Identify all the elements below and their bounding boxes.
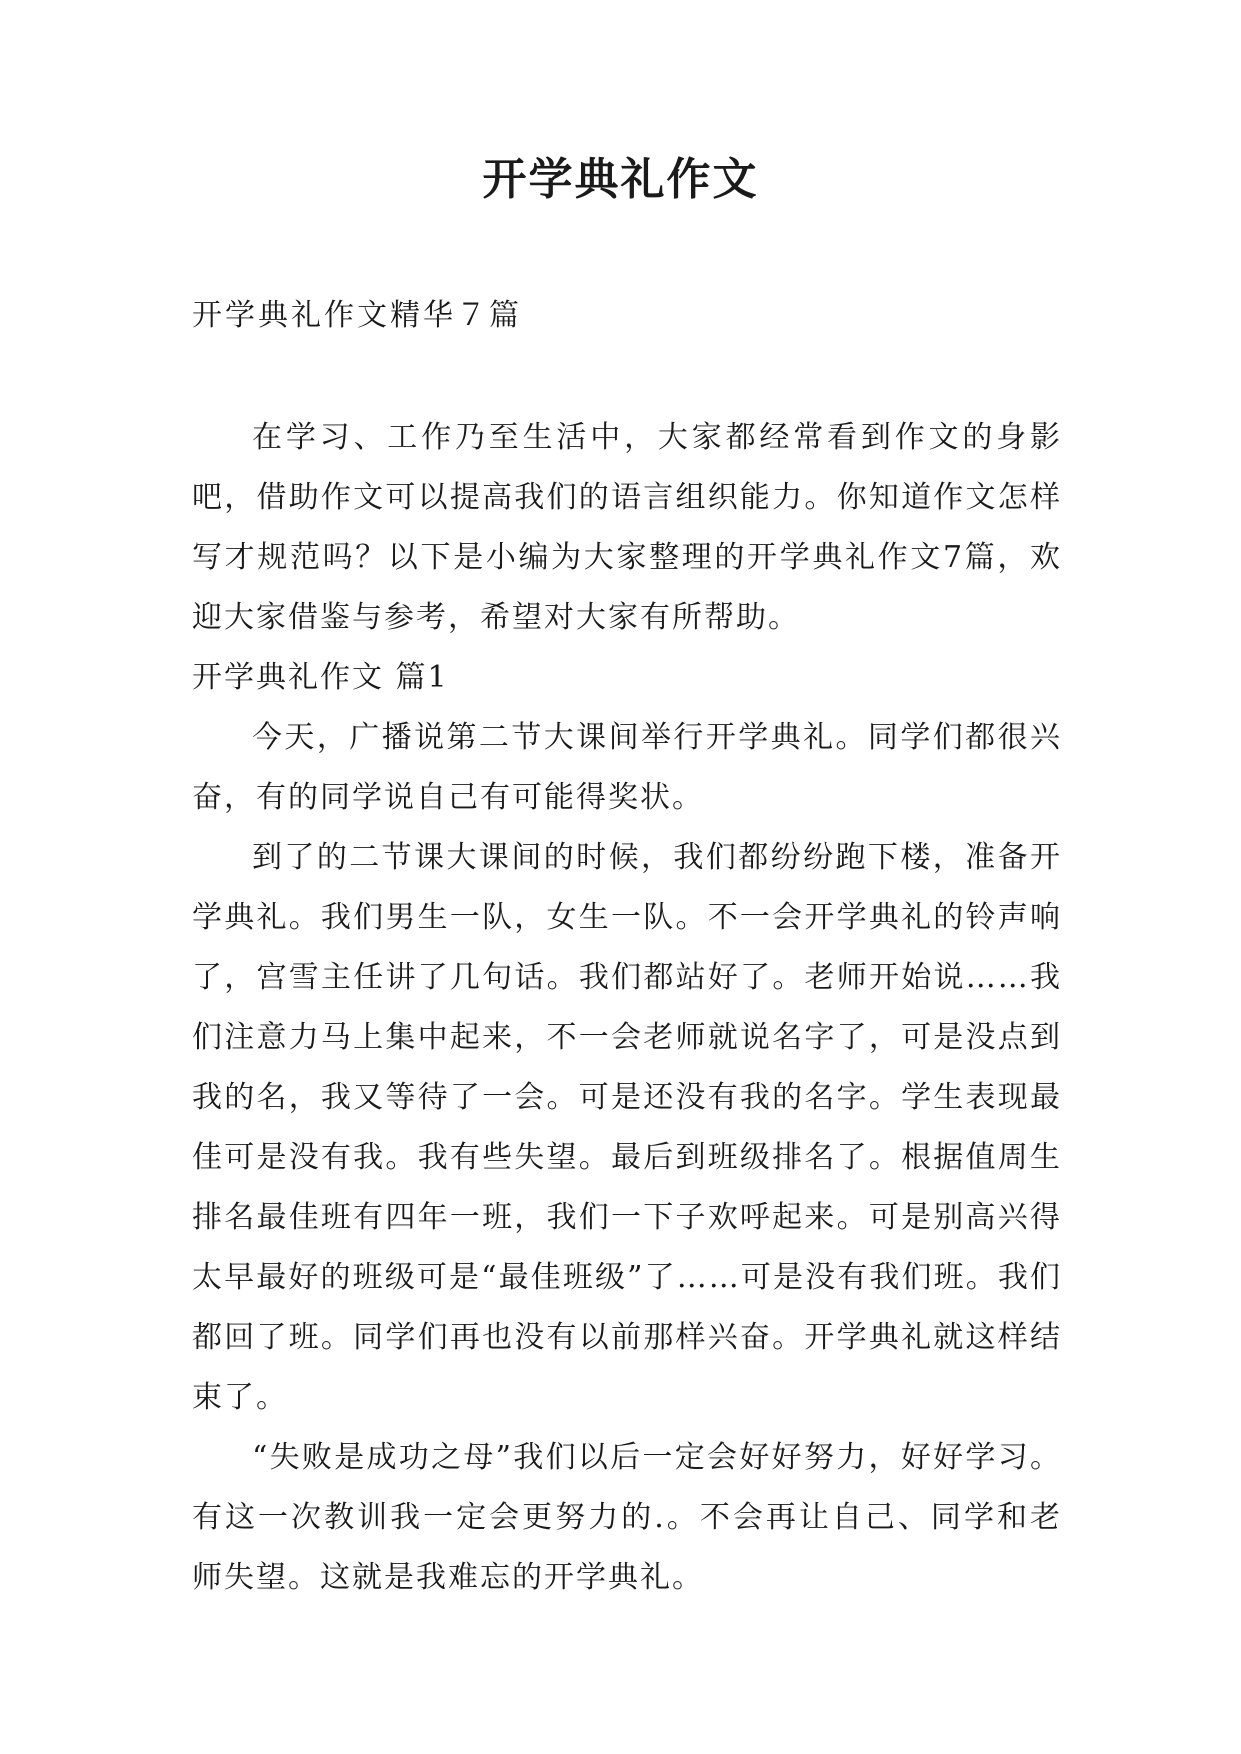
body-paragraph: 到了的二节课大课间的时候，我们都纷纷跑下楼，准备开学典礼。我们男生一队，女生一队。不一会开学典礼的铃声响了，宫雪主任讲了几句话。我们都站好了。老师开始说……我们注意力马上集中起来，不一会老师就说名字了，可是没点到我的名，我又等待了一会。可是还没有我的名字。学生表现最佳可是没有我。我有些失望。最后到班级排名了。根据值周生排名最佳班有四年一班，我们一下子欢呼起来。可是别高兴得太早最好的班级可是“最佳班级”了……可是没有我们班。我们都回了班。同学们再也没有以前那样兴奋。开学典礼就这样结束了。	[192, 840, 1062, 1415]
document-subtitle: 开学典礼作文精华７篇	[192, 298, 522, 333]
document-title: 开学典礼作文	[482, 154, 759, 205]
body-paragraph: “失败是成功之母”我们以后一定会好好努力，好好学习。有这一次教训我一定会更努力的.。不会再让自己、同学和老师失望。这就是我难忘的开学典礼。	[192, 1440, 1062, 1595]
section-heading: 开学典礼作文 篇1	[192, 660, 449, 695]
body-paragraph: 今天，广播说第二节大课间举行开学典礼。同学们都很兴奋，有的同学说自己有可能得奖状。	[192, 720, 1062, 815]
document-body	[192, 408, 1062, 1608]
intro-paragraph: 在学习、工作乃至生活中，大家都经常看到作文的身影吧，借助作文可以提高我们的语言组织能力。你知道作文怎样写才规范吗？以下是小编为大家整理的开学典礼作文7篇，欢迎大家借鉴与参考，希望对大家有所帮助。	[192, 420, 1062, 635]
